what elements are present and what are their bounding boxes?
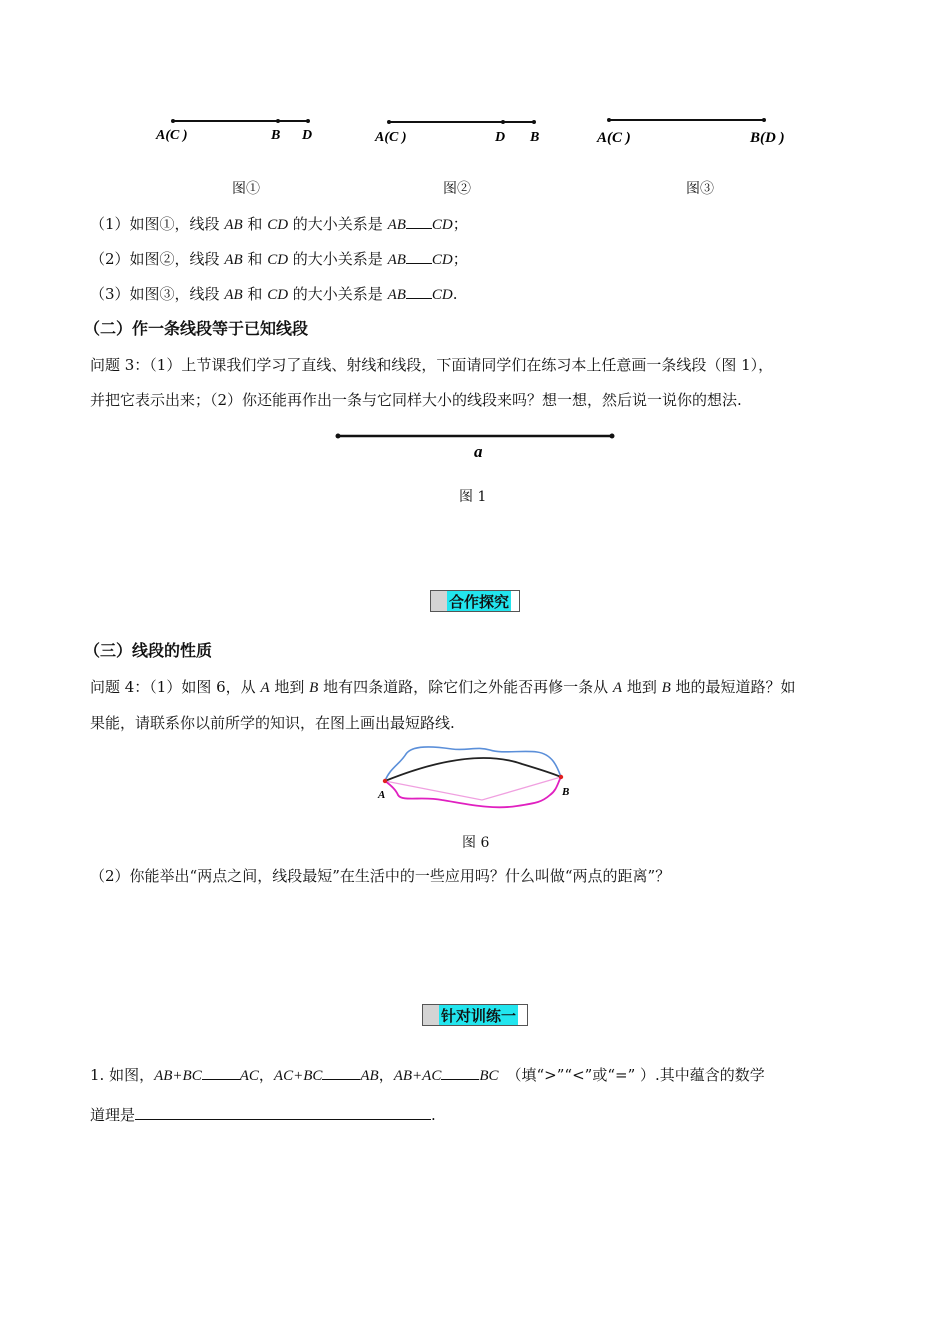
q1-ab: AB: [224, 217, 243, 233]
q1-answer-blank[interactable]: [406, 214, 432, 229]
p4-part-d: 地到: [622, 678, 662, 696]
q1-prefix: （1）如图①，线段: [90, 215, 225, 233]
question-2: [90, 249, 468, 270]
problem4-line1: [90, 677, 796, 698]
cooperative-inquiry-box: [430, 590, 520, 612]
q1-tail: 的大小关系是: [288, 215, 388, 233]
q1-cd: CD: [267, 217, 289, 233]
training-expr-3: AB+AC: [393, 1068, 442, 1084]
fig1-label-a: A(C ): [156, 128, 188, 143]
training-hint: （填“>”“<”或“=” ）.其中蕴含的数学: [506, 1066, 765, 1084]
fig3-label-b: B(D ): [750, 130, 785, 146]
q3-cd: CD: [267, 287, 289, 303]
box1-gray-block: [431, 591, 447, 611]
training-blank-1[interactable]: [202, 1065, 240, 1080]
question-1: [90, 214, 468, 235]
q3-prefix: （3）如图③，线段: [90, 285, 225, 303]
training-blank-3[interactable]: [441, 1065, 479, 1080]
p4-point-b2: B: [661, 680, 671, 696]
q3-tail: 的大小关系是: [288, 285, 388, 303]
box2-gray-block: [423, 1005, 439, 1025]
p4-part-e: 地的最短道路？如: [670, 678, 796, 696]
question-3: [90, 284, 458, 305]
road-black: [385, 758, 561, 781]
road-blue: [385, 747, 561, 781]
training-line2: [90, 1105, 436, 1125]
q3-ab2: AB: [387, 287, 406, 303]
problem4-q2: （2）你能举出“两点之间，线段最短”在生活中的一些应用吗？什么叫做“两点的距离”？: [90, 867, 671, 885]
training-reason-end: .: [431, 1106, 436, 1124]
p4-part-c: 地有四条道路，除它们之外能否再修一条从: [318, 678, 613, 696]
fig3-caption: 图③: [686, 181, 714, 197]
q2-cd: CD: [267, 252, 289, 268]
figure-1: [150, 110, 330, 150]
q3-ab: AB: [224, 287, 243, 303]
fig1-label-b: B: [271, 128, 281, 143]
training-blank-2[interactable]: [322, 1065, 360, 1080]
training-reason-blank[interactable]: [135, 1105, 431, 1120]
training-num: 1. 如图，: [90, 1066, 155, 1084]
fig3-label-a: A(C ): [597, 130, 631, 146]
p4-point-a2: A: [612, 680, 623, 696]
section2-heading: （二）作一条线段等于已知线段: [84, 319, 309, 338]
fig1-caption: 图①: [232, 181, 260, 197]
fig2-label-a: A(C ): [375, 130, 407, 145]
q3-end: .: [452, 285, 458, 303]
fig2-caption: 图②: [443, 181, 471, 197]
figure-segment-a: [330, 428, 620, 468]
q2-answer-blank[interactable]: [406, 249, 432, 264]
training-line1: [90, 1065, 765, 1086]
box1-label: 合作探究: [449, 592, 510, 611]
training-expr-1: AB+BC: [154, 1068, 202, 1084]
q2-cd2: CD: [431, 252, 453, 268]
figure-2: [370, 110, 560, 150]
q2-ab: AB: [224, 252, 243, 268]
fig6-caption: 图 6: [462, 835, 490, 851]
road-magenta: [385, 777, 561, 807]
q1-ab2: AB: [387, 217, 406, 233]
training-reason-label: 道理是: [90, 1106, 136, 1124]
figure-6-roads: [372, 740, 582, 812]
problem3-line2: 并把它表示出来；（2）你还能再作出一条与它同样大小的线段来吗？想一想，然后说一说你的想法.: [90, 391, 742, 409]
q2-end: ；: [452, 250, 468, 268]
q3-cd2: CD: [431, 287, 453, 303]
box2-label: 针对训练一: [441, 1006, 517, 1025]
fig6-label-a: A: [378, 789, 386, 801]
segment-label-a: a: [474, 442, 483, 461]
p4-point-a1: A: [260, 680, 270, 696]
fig6-label-b: B: [562, 786, 570, 798]
problem3-line1: 问题 3：（1）上节课我们学习了直线、射线和线段，下面请同学们在练习本上任意画一条线段（图 1），: [90, 356, 774, 374]
q2-prefix: （2）如图②，线段: [90, 250, 225, 268]
fig2-label-b: B: [530, 130, 540, 145]
training-rhs-2: AB: [360, 1068, 379, 1084]
training-box: [422, 1004, 528, 1026]
road-pink: [385, 777, 561, 800]
training-rhs-1: AC: [239, 1068, 259, 1084]
fig2-label-d: D: [495, 130, 506, 145]
q1-end: ；: [452, 215, 468, 233]
training-sep-1: ，: [258, 1066, 274, 1084]
q2-tail: 的大小关系是: [288, 250, 388, 268]
q1-mid: 和: [242, 215, 268, 233]
figure-3: [590, 110, 810, 150]
fig1-label-d: D: [302, 128, 313, 143]
fig1-segment-caption: 图 1: [459, 489, 487, 505]
training-expr-2: AC+BC: [273, 1068, 323, 1084]
q3-mid: 和: [242, 285, 268, 303]
p4-part-a: 问题 4：（1）如图 6，从: [90, 678, 261, 696]
q2-mid: 和: [242, 250, 268, 268]
training-sep-2: ，: [378, 1066, 394, 1084]
q2-ab2: AB: [387, 252, 406, 268]
q3-answer-blank[interactable]: [406, 284, 432, 299]
q1-cd2: CD: [431, 217, 453, 233]
training-rhs-3: BC: [479, 1068, 499, 1084]
p4-point-b1: B: [309, 680, 319, 696]
problem4-line2: 果能，请联系你以前所学的知识，在图上画出最短路线.: [90, 714, 455, 732]
p4-part-b: 地到: [269, 678, 310, 696]
section3-heading: （三）线段的性质: [84, 641, 213, 660]
